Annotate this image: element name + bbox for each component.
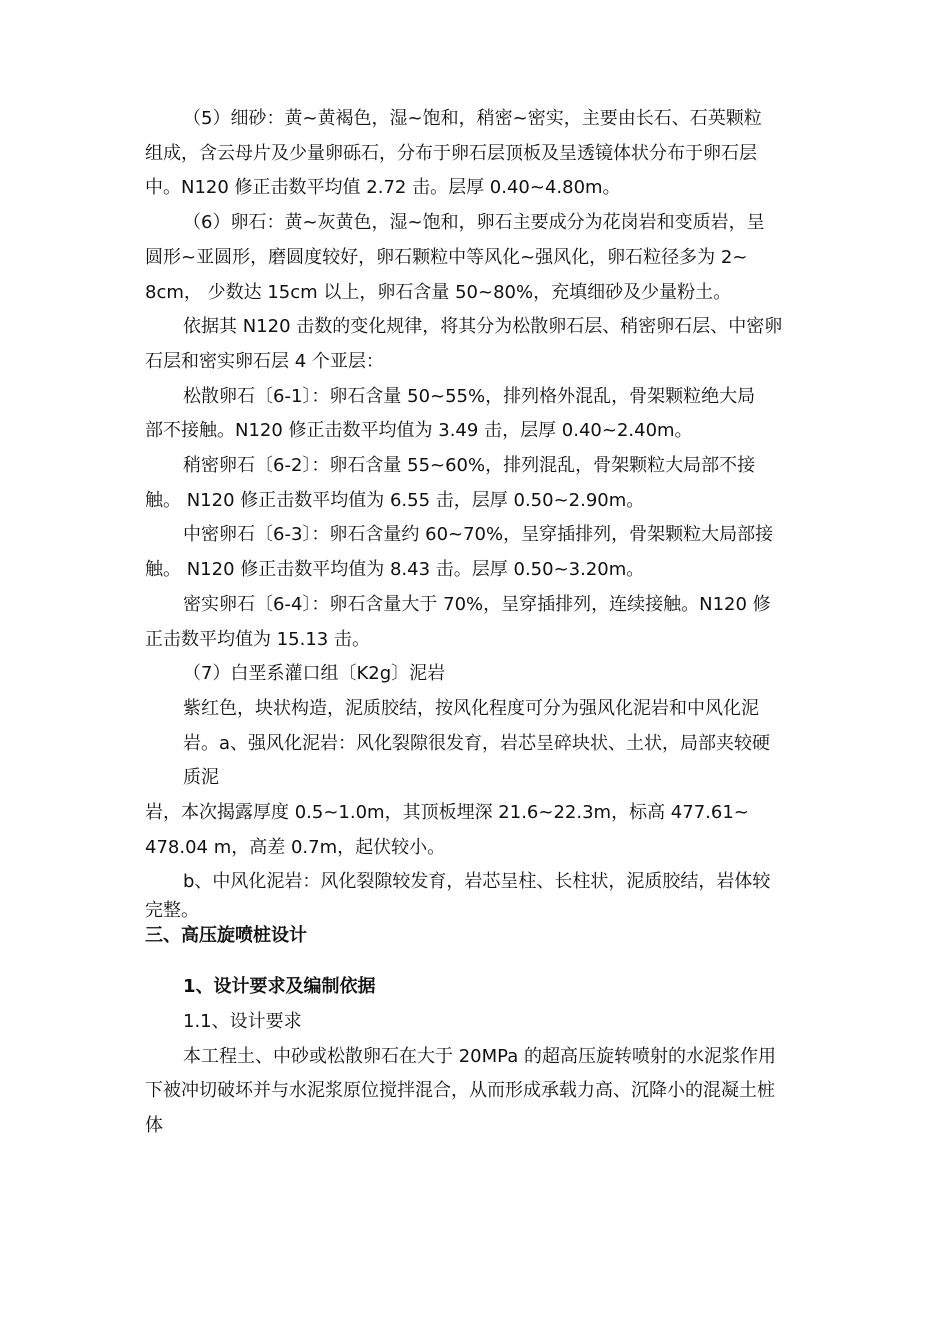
spacer [145,950,810,970]
paragraph-line: 松散卵石〔6-1〕：卵石含量 50~55%，排列格外混乱，骨架颗粒绝大局 [183,385,756,407]
paragraph-line: 密实卵石〔6-4〕：卵石含量大于 70%，呈穿插排列，连续接触。N120 修 [183,593,771,615]
document-body [145,102,810,1144]
paragraph-line: 触。 N120 修正击数平均值为 6.55 击，层厚 0.50~2.90m。 [145,489,645,511]
paragraph-line: 依据其 N120 击数的变化规律，将其分为松散卵石层、稍密卵石层、中密卵 [183,316,783,338]
paragraph-line: 8cm， 少数达 15cm 以上，卵石含量 50~80%，充填细砂及少量粉土。 [145,281,732,303]
paragraph-line: 中密卵石〔6-3〕：卵石含量约 60~70%，呈穿插排列，骨架颗粒大局部接 [183,524,774,546]
paragraph-line: 完整。 [145,900,199,922]
paragraph-line: 石层和密实卵石层 4 个亚层： [145,350,384,372]
paragraph-line: b、中风化泥岩：风化裂隙较发育，岩芯呈柱、长柱状，泥质胶结，岩体较 [183,871,771,893]
paragraph-line: 岩，本次揭露厚度 0.5~1.0m，其顶板埋深 21.6~22.3m，标高 477.61~ [145,802,749,824]
paragraph-line: 质泥 [183,767,219,789]
paragraph-line: 触。 N120 修正击数平均值为 8.43 击。层厚 0.50~3.20m。 [145,559,645,581]
paragraph-line: 部不接触。N120 修正击数平均值为 3.49 击，层厚 0.40~2.40m。 [145,420,693,442]
sub-sub-heading: 1.1、设计要求 [183,1010,302,1032]
paragraph-line: （6）卵石：黄~灰黄色，湿~饱和，卵石主要成分为花岗岩和变质岩，呈 [183,212,765,234]
paragraph-line: 组成，含云母片及少量卵砾石，分布于卵石层顶板及呈透镜体状分布于卵石层 [145,142,757,164]
paragraph-line: 稍密卵石〔6-2〕：卵石含量 55~60%，排列混乱，骨架颗粒大局部不接 [183,455,756,477]
paragraph-line: 正击数平均值为 15.13 击。 [145,628,370,650]
paragraph-line: 体 [145,1114,163,1136]
paragraph-line: 圆形~亚圆形，磨圆度较好，卵石颗粒中等风化~强风化，卵石粒径多为 2~ [145,246,748,268]
paragraph-line: （7）白垩系灌口组〔K2g〕泥岩 [183,663,446,685]
paragraph-line: 下被冲切破坏并与水泥浆原位搅拌混合，从而形成承载力高、沉降小的混凝土桩 [145,1080,775,1102]
paragraph-line: 本工程土、中砂或松散卵石在大于 20MPa 的超高压旋转喷射的水泥浆作用 [183,1045,776,1067]
paragraph-line: 478.04 m，高差 0.7m，起伏较小。 [145,836,446,858]
section-heading: 三、高压旋喷桩设计 [145,925,307,947]
subsection-heading: 1、设计要求及编制依据 [183,976,376,998]
paragraph-line: （5）细砂：黄~黄褐色，湿~饱和，稍密~密实，主要由长石、石英颗粒 [183,108,762,129]
paragraph-line: 中。N120 修正击数平均值 2.72 击。层厚 0.40~4.80m。 [145,177,621,199]
paragraph-line: 岩。a、强风化泥岩：风化裂隙很发育，岩芯呈碎块状、土状，局部夹较硬 [183,732,771,754]
paragraph-line: 紫红色，块状构造，泥质胶结，按风化程度可分为强风化泥岩和中风化泥 [183,697,759,719]
